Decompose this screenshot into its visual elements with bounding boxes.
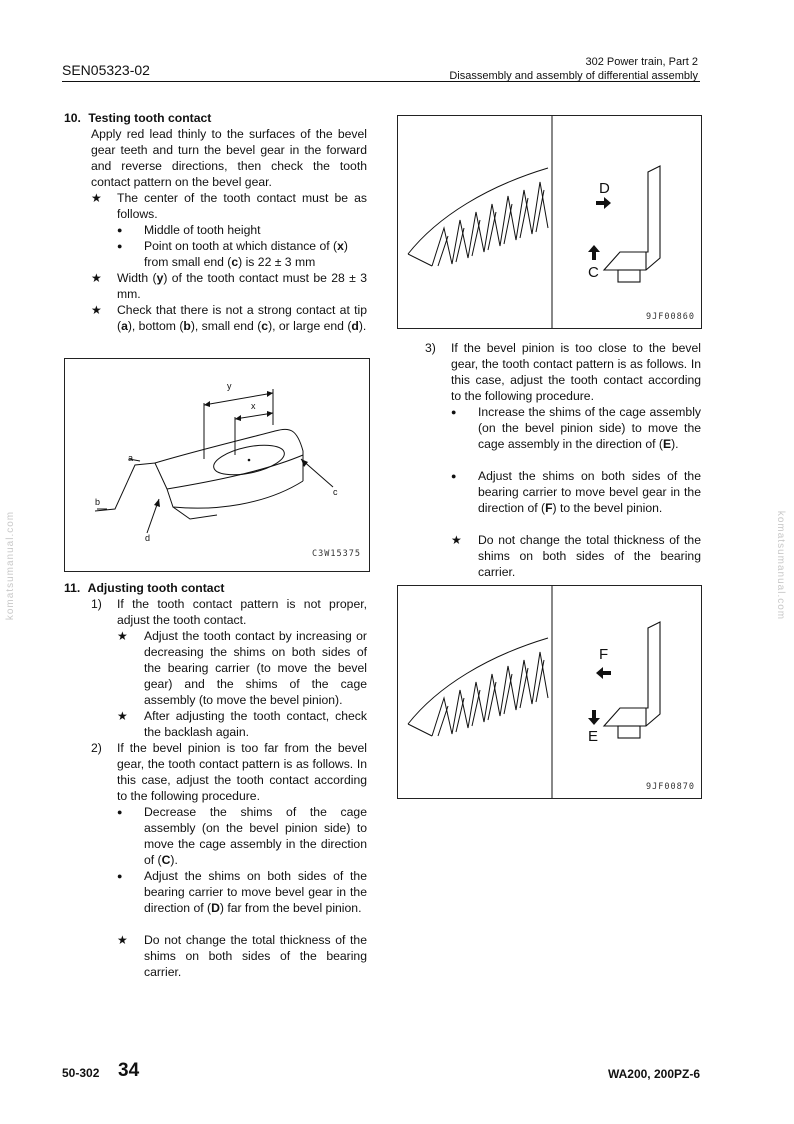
star-icon: ★ <box>117 709 128 723</box>
page-prefix: 50-302 <box>62 1066 100 1080</box>
star-icon: ★ <box>117 629 128 643</box>
bullet-icon: ● <box>117 807 123 817</box>
s11-item-2 <box>91 740 367 804</box>
fig1-label-y: y <box>227 381 232 391</box>
watermark-right: komatsumanual.com <box>775 510 787 621</box>
s11-item-2-bullet-1 <box>117 804 367 868</box>
s11-item-1-star-2-text: After adjusting the tooth contact, check the backlash again. <box>144 709 367 739</box>
section-10-intro: Apply red lead thinly to the surfaces of the bevel gear teeth and turn the bevel gear in the forward and reverse directions, then check the tooth contact pattern on the bevel gear. <box>91 127 367 189</box>
s10-star-3 <box>91 302 367 334</box>
item-1-number: 1) <box>91 597 102 611</box>
s11-item-2-star <box>117 932 367 980</box>
tooth-contact-figure <box>64 358 370 572</box>
pinion-close-figure <box>397 585 702 799</box>
s10-star-1 <box>91 190 367 222</box>
star-icon: ★ <box>91 271 102 285</box>
fig3-code: 9JF00870 <box>646 782 695 792</box>
s11-item-3-bullet-1 <box>451 404 701 452</box>
star-icon: ★ <box>451 533 462 547</box>
bullet-icon: ● <box>451 471 457 481</box>
pinion-far-figure <box>397 115 702 329</box>
bullet-icon: ● <box>451 407 457 417</box>
fig1-label-b: b <box>95 497 101 507</box>
s11-item-1-star-1-text: Adjust the tooth contact by increasing or decreasing the shims on both sides of the bearing carrier (to move the bevel gear) and the shims of the cage assembly (to move the bevel pinion). <box>144 629 367 707</box>
pinion-close-drawing <box>398 586 701 798</box>
star-icon: ★ <box>91 191 102 205</box>
section-11-number: 11. <box>64 581 81 595</box>
fig2-code: 9JF00860 <box>646 312 695 322</box>
model-name: WA200, 200PZ-6 <box>607 1067 700 1081</box>
s10-bullet-1-text: Middle of tooth height <box>144 223 261 237</box>
fig1-label-c: c <box>333 487 338 497</box>
bullet-icon: ● <box>117 225 123 235</box>
s11-item-2-bullet-1-text: Decrease the shims of the cage assembly (on the bevel pinion side) to move the cage assembly in the direction of (C). <box>144 805 367 867</box>
s10-star-2 <box>91 270 367 302</box>
star-icon: ★ <box>117 933 128 947</box>
header-section <box>449 55 698 83</box>
fig2-label-d: D <box>599 180 610 197</box>
s11-item-2-bullet-2-text: Adjust the shims on both sides of the bearing carrier to move bevel gear in the direction of (D) far from the bevel pinion. <box>144 869 367 915</box>
s10-bullet-1 <box>117 222 367 238</box>
fig1-label-x: x <box>251 401 256 411</box>
s10-bullet-2-text: Point on tooth at which distance of (x) from small end (c) is 22 ± 3 mm <box>144 239 348 269</box>
tooth-contact-drawing <box>65 359 369 571</box>
s11-item-1-star-2 <box>117 708 367 740</box>
s11-item-1-text: If the tooth contact pattern is not proper, adjust the tooth contact. <box>117 597 367 627</box>
star-icon: ★ <box>91 303 102 317</box>
s11-item-3-star-text: Do not change the total thickness of the shims on both sides of the bearing carrier. <box>478 533 701 579</box>
section-11-heading <box>64 580 374 596</box>
s10-bullet-2 <box>117 238 367 270</box>
fig1-label-a: a <box>128 453 134 463</box>
bullet-icon: ● <box>117 871 123 881</box>
section-10-title: Testing tooth contact <box>88 111 212 125</box>
section-10-number: 10. <box>64 111 81 125</box>
s11-item-3-bullet-1-text: Increase the shims of the cage assembly (on the bevel pinion side) to move the cage assembly in the direction of (E). <box>478 405 701 451</box>
s11-item-3-star <box>451 532 701 580</box>
s10-star-2-text: Width (y) of the tooth contact must be 28 ± 3 mm. <box>117 271 367 301</box>
section-subtitle: Disassembly and assembly of differential assembly <box>449 70 698 82</box>
s11-item-2-bullet-2 <box>117 868 367 916</box>
fig1-label-d: d <box>145 533 151 543</box>
s10-star-3-text: Check that there is not a strong contact at tip (a), bottom (b), small end (c), or large end (d). <box>117 303 367 333</box>
s11-item-1 <box>91 596 367 628</box>
fig2-label-c: C <box>588 264 599 281</box>
header-rule <box>62 81 700 82</box>
section-10-heading <box>64 110 374 126</box>
watermark-left: komatsumanual.com <box>5 510 17 621</box>
s11-item-3-bullet-2-text: Adjust the shims on both sides of the bearing carrier to move bevel gear in the direction of (F) to the bevel pinion. <box>478 469 701 515</box>
page-number: 34 <box>118 1060 140 1081</box>
s11-item-3-text: If the bevel pinion is too close to the bevel gear, the tooth contact pattern is as follows. In this case, adjust the tooth contact according to the following procedure. <box>451 341 701 403</box>
item-2-number: 2) <box>91 741 102 755</box>
s11-item-3 <box>425 340 701 404</box>
s11-item-2-star-text: Do not change the total thickness of the shims on both sides of the bearing carrier. <box>144 933 367 979</box>
section-title: 302 Power train, Part 2 <box>585 56 698 68</box>
s11-item-3-bullet-2 <box>451 468 701 516</box>
doc-code: SEN05323-02 <box>62 62 150 78</box>
fig3-label-e: E <box>588 728 599 745</box>
fig3-label-f: F <box>599 646 609 663</box>
s11-item-2-text: If the bevel pinion is too far from the bevel gear, the tooth contact pattern is as follows. In this case, adjust the tooth contact according to the following procedure. <box>117 741 367 803</box>
section-11-title: Adjusting tooth contact <box>87 581 225 595</box>
item-3-number: 3) <box>425 341 436 355</box>
pinion-far-drawing <box>398 116 701 328</box>
s11-item-1-star-1 <box>117 628 367 708</box>
bullet-icon: ● <box>117 241 123 251</box>
fig1-code: C3W15375 <box>312 549 361 559</box>
s10-star-1-text: The center of the tooth contact must be as follows. <box>117 191 367 221</box>
